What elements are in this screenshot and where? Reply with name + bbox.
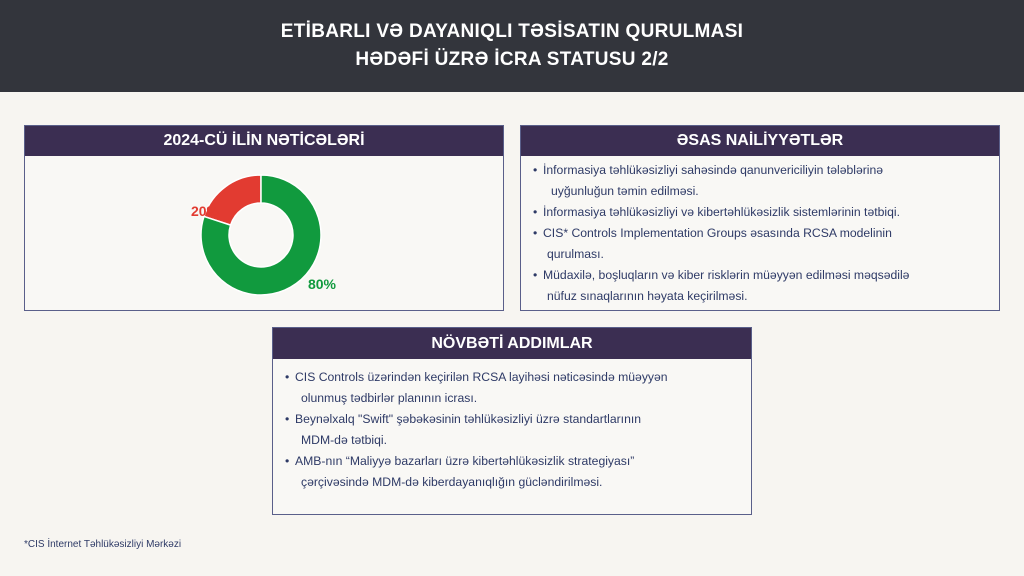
next-steps-title: NÖVBƏTİ ADDIMLAR — [273, 328, 751, 359]
list-item — [521, 223, 999, 265]
list-item-text: • İnformasiya təhlükəsizliyi sahəsində qanunvericiliyin tələblərinə — [543, 163, 884, 177]
list-item-text-cont: uyğunluğun təmin edilməsi. — [551, 184, 699, 198]
achievements-title: ƏSAS NAİLİYYƏTLƏR — [521, 126, 999, 156]
results-panel — [24, 125, 504, 311]
list-item-text: • AMB-nın “Maliyyə bazarları üzrə kibertəhlükəsizlik strategiyası” — [295, 454, 635, 468]
results-title: 2024-CÜ İLİN NƏTİCƏLƏRİ — [25, 126, 503, 156]
list-item — [521, 265, 999, 307]
header-title-line1: ETİBARLI VƏ DAYANIQLI TƏSİSATIN QURULMASI — [280, 21, 744, 42]
list-item-text: • CIS Controls üzərindən keçirilən RCSA layihəsi nəticəsində müəyyən — [295, 370, 668, 384]
list-item-text: • CIS* Controls Implementation Groups əsasında RCSA modelinin — [543, 226, 892, 240]
list-item — [521, 202, 999, 223]
donut-label-80: 80% — [307, 276, 337, 292]
donut-label-20: 20% — [190, 203, 220, 219]
list-item-text-cont: MDM-də tətbiqi. — [301, 433, 388, 447]
list-item — [521, 160, 999, 202]
list-item-text-cont: çərçivəsində MDM-də kiberdayanıqlığın gücləndirilməsi. — [301, 475, 603, 489]
achievements-list — [521, 160, 999, 307]
donut-chart — [25, 156, 503, 310]
list-item-text-cont: olunmuş tədbirlər planının icrası. — [301, 391, 478, 405]
list-item-text: • Müdaxilə, boşluqların və kiber risklərin müəyyən edilməsi məqsədilə — [543, 268, 910, 282]
header — [0, 0, 1024, 92]
achievements-panel — [520, 125, 1000, 311]
list-item — [273, 367, 751, 409]
list-item-text-cont: qurulması. — [547, 247, 604, 261]
list-item — [273, 451, 751, 493]
list-item-text: • İnformasiya təhlükəsizliyi və kibertəhlükəsizlik sistemlərinin tətbiqi. — [543, 205, 900, 219]
header-title-line2: HƏDƏFİ ÜZRƏ İCRA STATUSU 2/2 — [355, 49, 669, 70]
list-item-text: • Beynəlxalq "Swift" şəbəkəsinin təhlükəsizliyi üzrə standartlarının — [295, 412, 642, 426]
list-item-text-cont: nüfuz sınaqlarının həyata keçirilməsi. — [547, 289, 748, 303]
list-item — [273, 409, 751, 451]
next-steps-panel — [272, 327, 752, 515]
footnote: *CIS İnternet Təhlükəsizliyi Mərkəzi — [24, 539, 182, 550]
next-steps-list — [273, 367, 751, 493]
